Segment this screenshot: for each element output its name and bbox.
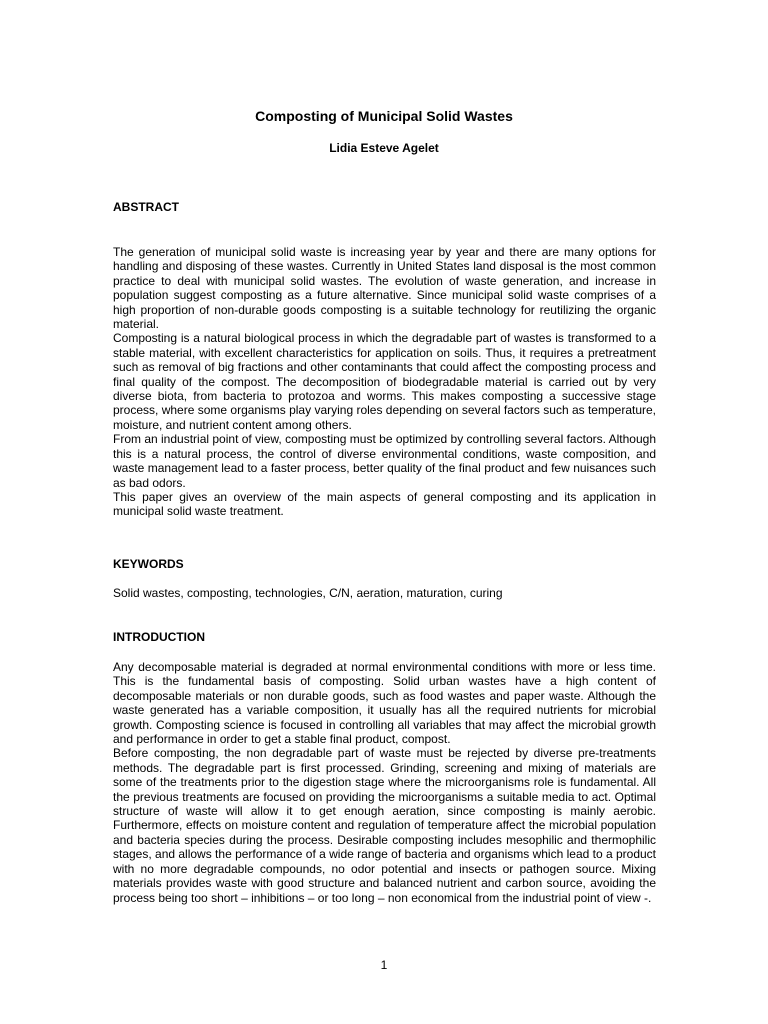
paper-title: Composting of Municipal Solid Wastes [255,108,513,124]
introduction-paragraph: Any decomposable material is degraded at normal environmental conditions with more or less time. This is the fundamental basis of composting. Solid urban wastes have a high content of decomposable materials or non durable goods, such as food wastes and paper waste. Although the waste generated has a variable composition, it usually has all the required nutrients for microbial growth. Composting science is focused in controlling all variables that may affect the microbial growth and performance in order to get a stable final product, compost. [113,660,656,747]
abstract-paragraph: The generation of municipal solid waste is increasing year by year and there are many options for handling and disposing of these wastes. Currently in United States land disposal is the most common practice to deal with municipal solid wastes. The evolution of waste generation, and increase in population suggest composting as a future alternative. Since municipal solid waste comprises of a high proportion of non-durable goods composting is a suitable technology for reutilizing the organic material. [113,245,656,332]
abstract-paragraph: This paper gives an overview of the main aspects of general composting and its application in municipal solid waste treatment. [113,489,656,519]
introduction-paragraph: Before composting, the non degradable part of waste must be rejected by diverse pre-treatments methods. The degradable part is first processed. Grinding, screening and mixing of materials are some of the treatments prior to the digestion stage where the microorganisms role is fundamental. All the previous treatments are focused on providing the microorganisms a suitable media to act. Optimal structure of waste will allow it to get enough aeration, since composting is mainly aerobic. Furthermore, effects on moisture content and regulation of temperature affect the microbial population and bacteria species during the process. Desirable composting includes mesophilic and thermophilic stages, and allows the performance of a wide range of bacteria and organisms which lead to a product with no more degradable compounds, no odor potential and insects or pathogen source. Mixing materials provides waste with good structure and balanced nutrient and carbon source, avoiding the process being too short – inhibitions – or too long – non economical from the industrial point of view -. [113,746,656,905]
abstract-paragraph: From an industrial point of view, composting must be optimized by controlling several factors. Although this is a natural process, the control of diverse environmental conditions, waste composition, and waste management lead to a faster process, better quality of the final product and few nuisances such as bad odors. [113,432,656,490]
introduction-heading: INTRODUCTION [113,630,205,644]
abstract-heading: ABSTRACT [113,200,179,214]
keywords-text: Solid wastes, composting, technologies, C/N, aeration, maturation, curing [113,586,503,600]
keywords-heading: KEYWORDS [113,557,184,571]
introduction-body [113,660,656,905]
abstract-body [113,245,656,519]
abstract-paragraph: Composting is a natural biological process in which the degradable part of wastes is transformed to a stable material, with excellent characteristics for application on soils. Thus, it requires a pretreatment such as removal of big fractions and other contaminants that could affect the composting process and final quality of the compost. The decomposition of biodegradable material is carried out by very diverse biota, from bacteria to protozoa and worms. This makes composting a successive stage process, where some organisms play varying roles depending on several factors such as temperature, moisture, and nutrient content among others. [113,331,656,432]
page-number: 1 [380,958,388,972]
paper-author: Lidia Esteve Agelet [329,141,439,155]
